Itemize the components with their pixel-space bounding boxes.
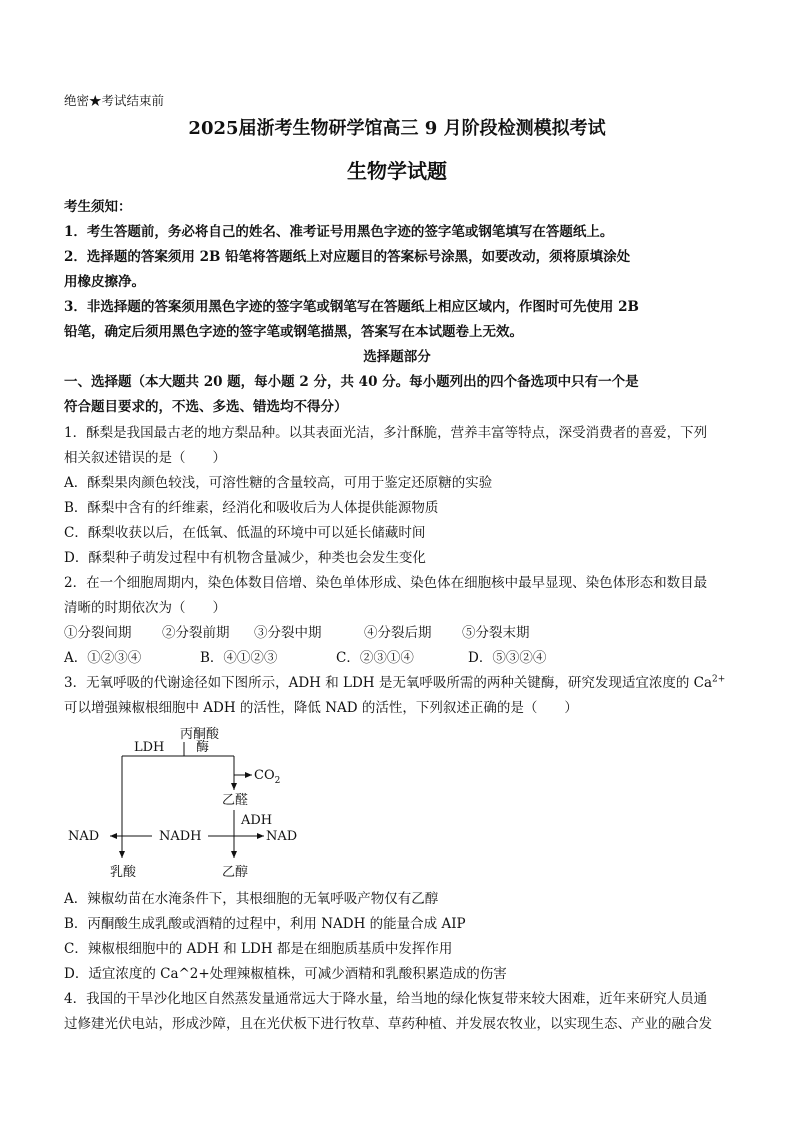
q1-stem-line-1: 1．酥梨是我国最古老的地方梨品种。以其表面光洁，多汁酥脆，营养丰富等特点，深受消费者的喜爱，下列 (64, 425, 708, 441)
q2-phase-4: ④分裂后期 (364, 625, 432, 641)
q4-stem-line-1: 4．我国的干旱沙化地区自然蒸发量通常远大于降水量，给当地的绿化恢复带来较大困难，近年来研究人员通 (64, 991, 708, 1007)
q3-option-a: A．辣椒幼苗在水淹条件下，其根细胞的无氧呼吸产物仅有乙醇 (64, 891, 439, 907)
notice-item-3-line-1: 3．非选择题的答案须用黑色字迹的签字笔或钢笔写在答题纸上相应区域内，作图时可先使用 2B (64, 299, 639, 315)
adh-label: ADH (241, 813, 273, 828)
anaerobic-respiration-diagram (64, 724, 314, 884)
q3-stem-superscript: 2+ (712, 674, 726, 685)
notice-item-3-line-2: 铅笔，确定后须用黑色字迹的签字笔或钢笔描黑，答案写在本试题卷上无效。 (64, 324, 523, 340)
q3-stem-line-2: 可以增强辣椒根细胞中 ADH 的活性，降低 NAD 的活性，下列叙述正确的是（ ） (64, 700, 578, 716)
q1-stem-line-2: 相关叙述错误的是（ ） (64, 450, 226, 466)
q2-option-b: B．④①②③ (200, 650, 278, 666)
q1-option-b: B．酥梨中含有的纤维素，经消化和吸收后为人体提供能源物质 (64, 500, 439, 516)
q1-option-c: C．酥梨收获以后，在低氧、低温的环境中可以延长储藏时间 (64, 525, 426, 541)
nadh-label: NADH (159, 829, 202, 844)
q3-stem-line-1 (64, 674, 725, 692)
q2-option-a: A．①②③④ (64, 650, 142, 666)
co2-label: $CO_2$ (254, 768, 281, 786)
section-heading-line-1: 一、选择题（本大题共 20 题，每小题 2 分，共 40 分。每小题列出的四个备选项中只有一个是 (64, 374, 639, 390)
q3-option-b: B．丙酮酸生成乳酸或酒精的过程中，利用 NADH 的能量合成 AIP (64, 916, 466, 932)
q2-stem-line-1: 2．在一个细胞周期内，染色体数目倍增、染色单体形成、染色体在细胞核中最早显现、染色体形态和数目最 (64, 575, 708, 591)
q3-option-d: D．适宜浓度的 Ca^2+处理辣椒植株，可减少酒精和乳酸积累造成的伤害 (64, 966, 507, 982)
q2-phase-2: ②分裂前期 (162, 625, 230, 641)
q2-option-d: D．⑤③②④ (468, 650, 547, 666)
q4-stem-line-2: 过修建光伏电站，形成沙障，且在光伏板下进行牧草、草药种植、并发展农牧业，以实现生态、产业的融合发 (64, 1016, 712, 1032)
q3-option-c: C．辣椒根细胞中的 ADH 和 LDH 都是在细胞质基质中发挥作用 (64, 941, 453, 957)
pyruvate-label: 丙酮酸 (180, 727, 220, 742)
q3-stem-text: 3．无氧呼吸的代谢途径如下图所示，ADH 和 LDH 是无氧呼吸所需的两种关键酶，研究发现适宜浓度的 Ca (64, 675, 713, 691)
q1-option-a: A．酥梨果肉颜色较浅，可溶性糖的含量较高，可用于鉴定还原糖的实验 (64, 475, 493, 491)
q2-phase-5: ⑤分裂末期 (462, 625, 530, 641)
ethanol-label: 乙醇 (222, 865, 249, 880)
q1-option-d: D．酥梨种子萌发过程中有机物含量减少，种类也会发生变化 (64, 550, 426, 566)
notice-item-2-line-2: 用橡皮擦净。 (64, 274, 145, 290)
nad-right-label: NAD (266, 829, 298, 844)
section-part-title: 选择题部分 (363, 349, 431, 365)
q2-stem-line-2: 清晰的时期依次为（ ） (64, 600, 226, 616)
ldh-label: LDH (134, 740, 165, 755)
acetaldehyde-label: 乙醛 (222, 793, 249, 808)
section-heading-line-2: 符合题目要求的，不选、多选、错选均不得分） (64, 399, 348, 415)
q2-phase-3: ③分裂中期 (254, 625, 322, 641)
nad-left-label: NAD (68, 829, 100, 844)
pathway-svg (64, 724, 314, 884)
confidential-label: 绝密★考试结束前 (64, 93, 165, 108)
notice-heading: 考生须知： (64, 199, 132, 215)
paper-subtitle: 生物学试题 (347, 159, 447, 183)
lactic-acid-label: 乳酸 (110, 865, 137, 880)
enzyme-label: 酶 (196, 740, 210, 755)
notice-item-1: 1．考生答题前，务必将自己的姓名、准考证号用黑色字迹的签字笔或钢笔填写在答题纸上。 (64, 224, 614, 240)
q2-option-c: C．②③①④ (336, 650, 414, 666)
notice-item-2-line-1: 2．选择题的答案须用 2B 铅笔将答题纸上对应题目的答案标号涂黑，如要改动，须将原填涂处 (64, 249, 631, 265)
exam-title: 2025届浙考生物研学馆高三 9 月阶段检测模拟考试 (188, 118, 606, 139)
q2-phase-1: ①分裂间期 (64, 625, 132, 641)
